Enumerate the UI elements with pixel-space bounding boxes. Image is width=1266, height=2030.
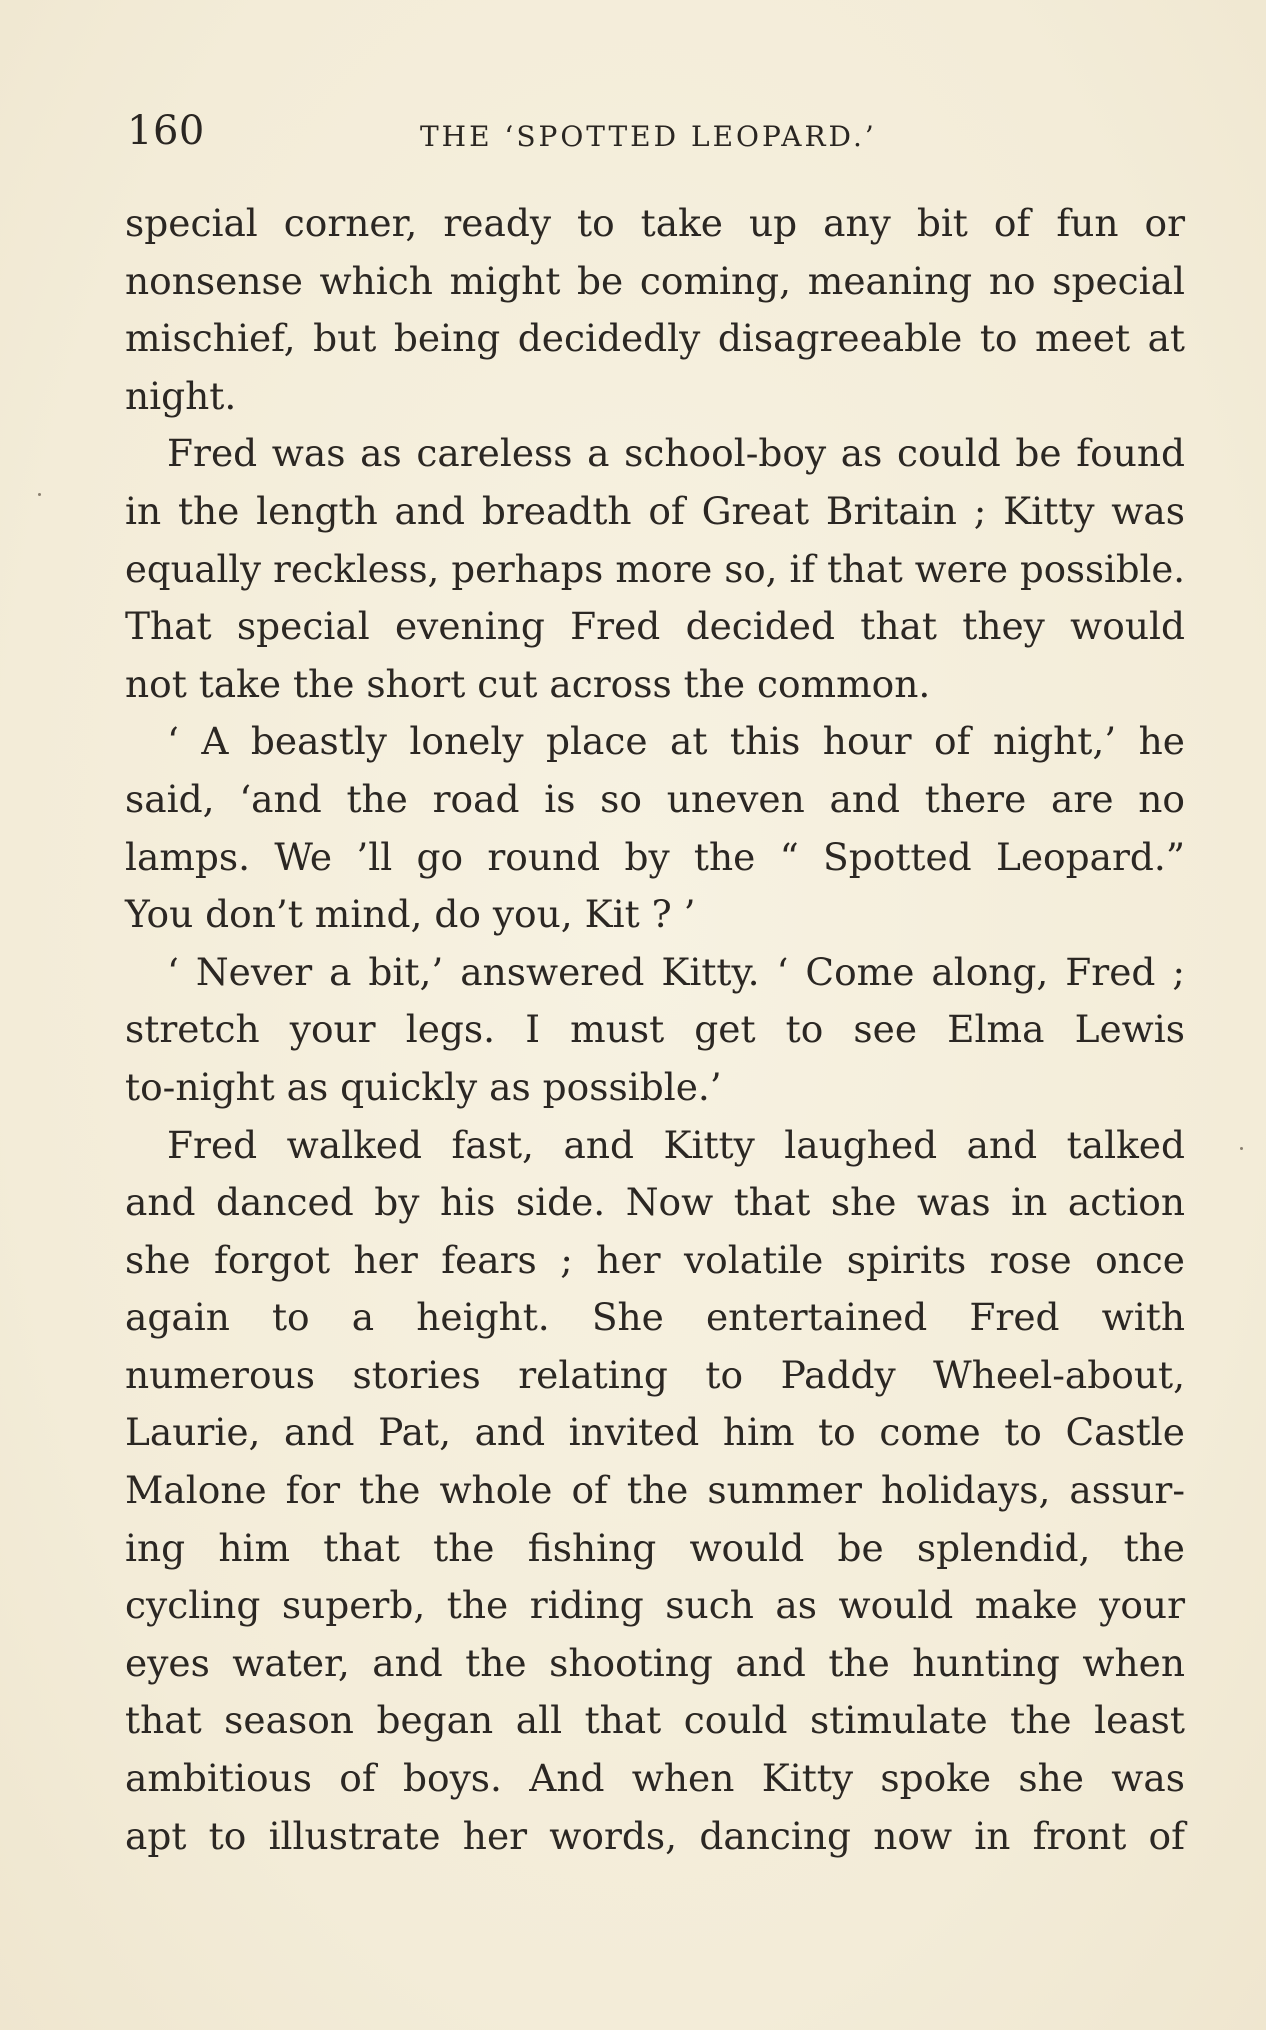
text-line: That special evening Fred decided that they would: [125, 604, 1185, 649]
text-line: ‘ A beastly lonely place at this hour of night,’ he: [167, 719, 1185, 764]
text-line: in the length and breadth of Great Britain ; Kitty was: [125, 488, 1185, 533]
text-line: ambitious of boys. And when Kitty spoke she was: [125, 1756, 1185, 1801]
text-line: Fred walked fast, and Kitty laughed and talked: [167, 1122, 1185, 1167]
text-line: numerous stories relating to Paddy Wheel-about,: [125, 1352, 1185, 1397]
text-line: equally reckless, perhaps more so, if that were possible.: [125, 547, 1185, 591]
text-line: night.: [125, 373, 237, 418]
running-title: THE ‘SPOTTED LEOPARD.’: [420, 120, 877, 153]
text-line: she forgot her fears ; her volatile spirits rose once: [125, 1237, 1185, 1282]
paper-speck: [1240, 1147, 1243, 1150]
body-text: [125, 195, 1185, 1865]
text-line: Laurie, and Pat, and invited him to come to Castle: [125, 1410, 1185, 1455]
paper-speck: [38, 493, 41, 496]
text-line: that season began all that could stimulate the least: [125, 1698, 1185, 1743]
text-line: to-night as quickly as possible.’: [125, 1064, 722, 1109]
text-line: ‘ Never a bit,’ answered Kitty. ‘ Come along, Fred ;: [167, 949, 1185, 994]
text-line: nonsense which might be coming, meaning no special: [125, 258, 1185, 303]
text-line: and danced by his side. Now that she was in action: [125, 1180, 1185, 1225]
text-line: mischief, but being decidedly disagreeable to meet at: [125, 316, 1185, 361]
text-line: not take the short cut across the common.: [125, 661, 931, 706]
text-line: eyes water, and the shooting and the hunting when: [125, 1640, 1185, 1685]
text-line: ing him that the fishing would be splendid, the: [125, 1525, 1185, 1570]
text-line: apt to illustrate her words, dancing now in front of: [125, 1813, 1185, 1858]
text-line: lamps. We ’ll go round by the “ Spotted Leopard.”: [125, 834, 1185, 879]
text-line: stretch your legs. I must get to see Elma Lewis: [125, 1007, 1185, 1052]
text-line: Malone for the whole of the summer holidays, assur-: [125, 1468, 1185, 1513]
text-line: said, ‘and the road is so uneven and there are no: [125, 776, 1185, 821]
page-header: [125, 108, 1185, 168]
page-number: 160: [127, 108, 205, 154]
text-line: cycling superb, the riding such as would make your: [125, 1583, 1185, 1628]
text-line: again to a height. She entertained Fred with: [125, 1295, 1185, 1340]
text-line: special corner, ready to take up any bit of fun or: [125, 201, 1185, 245]
text-line: Fred was as careless a school-boy as could be found: [167, 431, 1185, 476]
text-line: You don’t mind, do you, Kit ? ’: [125, 892, 696, 937]
